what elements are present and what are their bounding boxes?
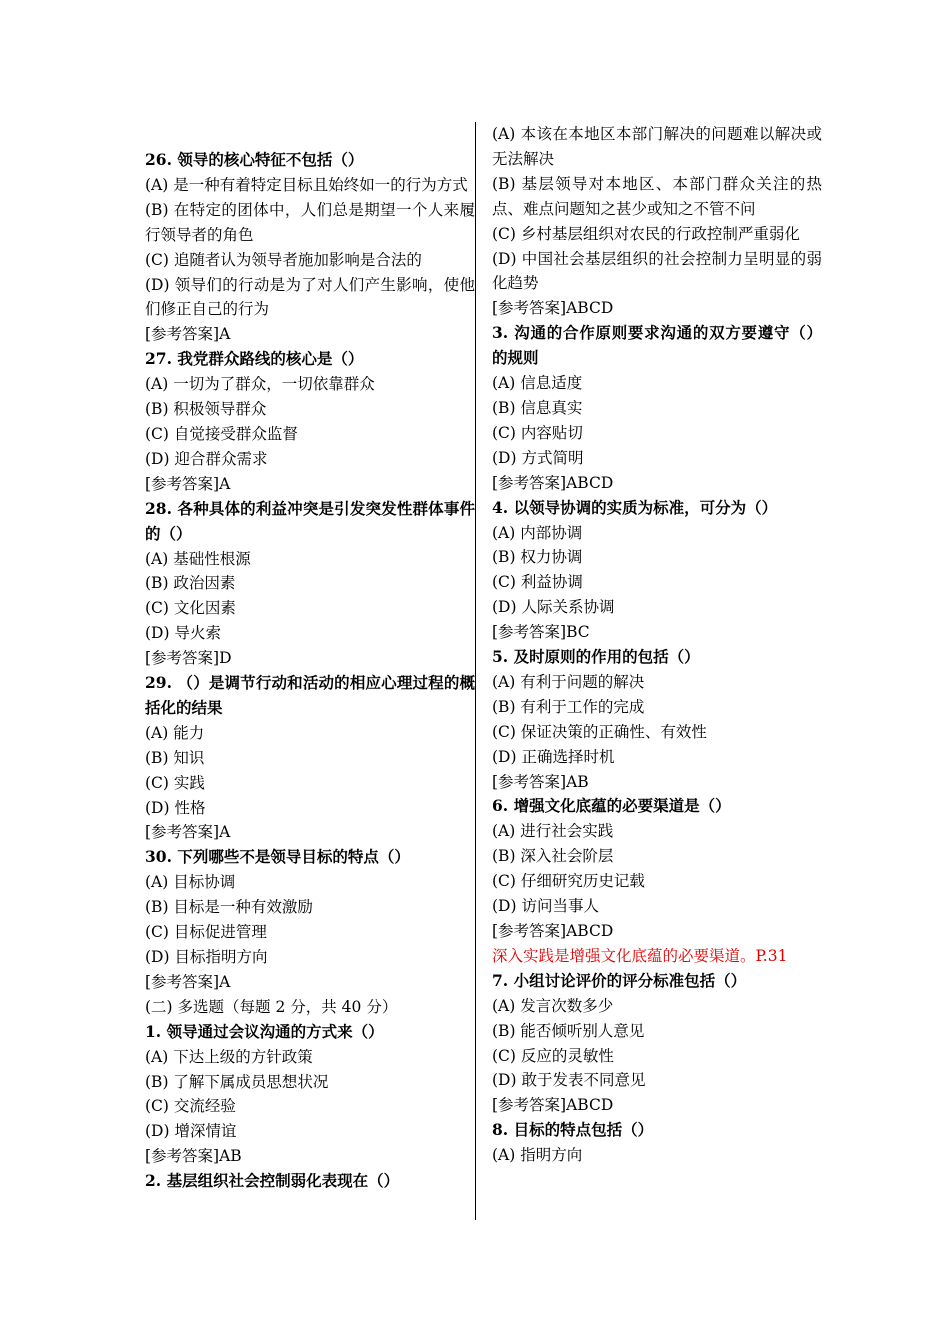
answer-option: (C) 交流经验: [145, 1097, 236, 1116]
answer-option: (C) 追随者认为领导者施加影响是合法的: [145, 250, 422, 269]
question-stem: 29. （）是调节行动和活动的相应心理过程的概括化的结果: [145, 673, 475, 717]
answer-option: (D) 目标指明方向: [145, 948, 268, 966]
answer-option: (A) 基础性根源: [145, 549, 251, 568]
answer-option: (C) 保证决策的正确性、有效性: [492, 722, 707, 741]
reference-answer: [参考答案]AB: [145, 1147, 242, 1166]
answer-option: (D) 领导们的行动是为了对人们产生影响，使他们修正自己的行为: [145, 275, 475, 319]
answer-option: (C) 仔细研究历史记载: [492, 872, 645, 891]
answer-option: (D) 中国社会基层组织的社会控制力呈明显的弱化趋势: [492, 249, 822, 293]
reference-answer: [参考答案]D: [145, 649, 232, 668]
answer-option: (A) 一切为了群众，一切依靠群众: [145, 375, 375, 394]
answer-option: (D) 敢于发表不同意见: [492, 1071, 646, 1090]
answer-option: (D) 访问当事人: [492, 897, 599, 916]
answer-option: (B) 有利于工作的完成: [492, 697, 645, 716]
reference-answer: [参考答案]ABCD: [492, 922, 614, 940]
answer-option: (A) 进行社会实践: [492, 822, 614, 841]
answer-option: (A) 目标协调: [145, 873, 236, 892]
answer-option: (A) 能力: [145, 723, 205, 742]
reference-answer: [参考答案]A: [145, 823, 231, 842]
column-divider: [475, 122, 476, 1220]
answer-option: (B) 在特定的团体中，人们总是期望一个人来履行领导者的角色: [145, 200, 475, 244]
question-stem: 28. 各种具体的利益冲突是引发突发性群体事件的（）: [145, 498, 475, 543]
reference-answer: [参考答案]ABCD: [492, 473, 614, 492]
question-stem: 6. 增强文化底蕴的必要渠道是（）: [492, 796, 731, 816]
question-stem: 8. 目标的特点包括（）: [492, 1120, 654, 1140]
section-heading: (二) 多选题（每题 2 分，共 40 分）: [145, 997, 398, 1016]
question-stem: 4. 以领导协调的实质为标准，可分为（）: [492, 497, 778, 517]
reference-answer: [参考答案]BC: [492, 623, 590, 642]
reference-answer: [参考答案]AB: [492, 772, 589, 791]
answer-option: (A) 指明方向: [492, 1146, 583, 1165]
answer-option: (A) 有利于问题的解决: [492, 672, 645, 691]
answer-option: (D) 性格: [145, 798, 206, 817]
answer-option: (D) 正确选择时机: [492, 747, 615, 766]
answer-option: (C) 乡村基层组织对农民的行政控制严重弱化: [492, 224, 800, 243]
answer-option: (B) 权力协调: [492, 548, 583, 567]
answer-option: (A) 下达上级的方针政策: [145, 1047, 313, 1066]
answer-option: (D) 导火索: [145, 624, 221, 643]
answer-option: (B) 政治因素: [145, 574, 236, 593]
question-stem: 7. 小组讨论评价的评分标准包括（）: [492, 970, 747, 990]
answer-option: (C) 内容贴切: [492, 423, 583, 442]
annotation-note: 深入实践是增强文化底蕴的必要渠道。P.31: [492, 946, 788, 965]
answer-option: (B) 基层领导对本地区、本部门群众关注的热点、难点问题知之甚少或知之不管不问: [492, 174, 822, 218]
answer-option: (A) 信息适度: [492, 374, 583, 393]
reference-answer: [参考答案]ABCD: [492, 1096, 614, 1115]
reference-answer: [参考答案]ABCD: [492, 299, 614, 318]
question-stem: 5. 及时原则的作用的包括（）: [492, 647, 700, 667]
question-stem: 27. 我党群众路线的核心是（）: [145, 349, 364, 369]
answer-option: (D) 方式简明: [492, 448, 584, 467]
answer-option: (D) 人际关系协调: [492, 598, 615, 617]
answer-option: (B) 积极领导群众: [145, 400, 267, 419]
left-column: [145, 122, 475, 1194]
answer-option: (D) 迎合群众需求: [145, 449, 268, 468]
question-stem: 1. 领导通过会议沟通的方式来（）: [145, 1021, 384, 1041]
answer-option: (C) 文化因素: [145, 599, 236, 618]
answer-option: (A) 内部协调: [492, 523, 583, 542]
question-stem: 30. 下列哪些不是领导目标的特点（）: [145, 847, 410, 867]
answer-option: (A) 本该在本地区本部门解决的问题难以解决或无法解决: [492, 125, 822, 168]
answer-option: (C) 反应的灵敏性: [492, 1046, 614, 1065]
reference-answer: [参考答案]A: [145, 325, 231, 344]
reference-answer: [参考答案]A: [145, 474, 231, 493]
answer-option: (C) 实践: [145, 773, 205, 792]
answer-option: (A) 是一种有着特定目标且始终如一的行为方式: [145, 175, 468, 194]
answer-option: (A) 发言次数多少: [492, 996, 614, 1015]
answer-option: (B) 能否倾听别人意见: [492, 1021, 645, 1040]
answer-option: (B) 信息真实: [492, 398, 583, 417]
answer-option: (D) 增深情谊: [145, 1122, 237, 1141]
answer-option: (B) 目标是一种有效激励: [145, 898, 313, 917]
reference-answer: [参考答案]A: [145, 972, 231, 991]
answer-option: (C) 目标促进管理: [145, 923, 267, 942]
question-stem: 26. 领导的核心特征不包括（）: [145, 150, 364, 169]
answer-option: (C) 利益协调: [492, 573, 583, 592]
answer-option: (B) 了解下属成员思想状况: [145, 1072, 329, 1091]
question-stem: 3. 沟通的合作原则要求沟通的双方要遵守（）的规则: [492, 323, 822, 368]
answer-option: (C) 自觉接受群众监督: [145, 424, 298, 443]
right-column: [492, 122, 822, 1168]
answer-option: (B) 深入社会阶层: [492, 847, 614, 866]
answer-option: (B) 知识: [145, 748, 205, 767]
question-stem: 2. 基层组织社会控制弱化表现在（）: [145, 1171, 400, 1191]
